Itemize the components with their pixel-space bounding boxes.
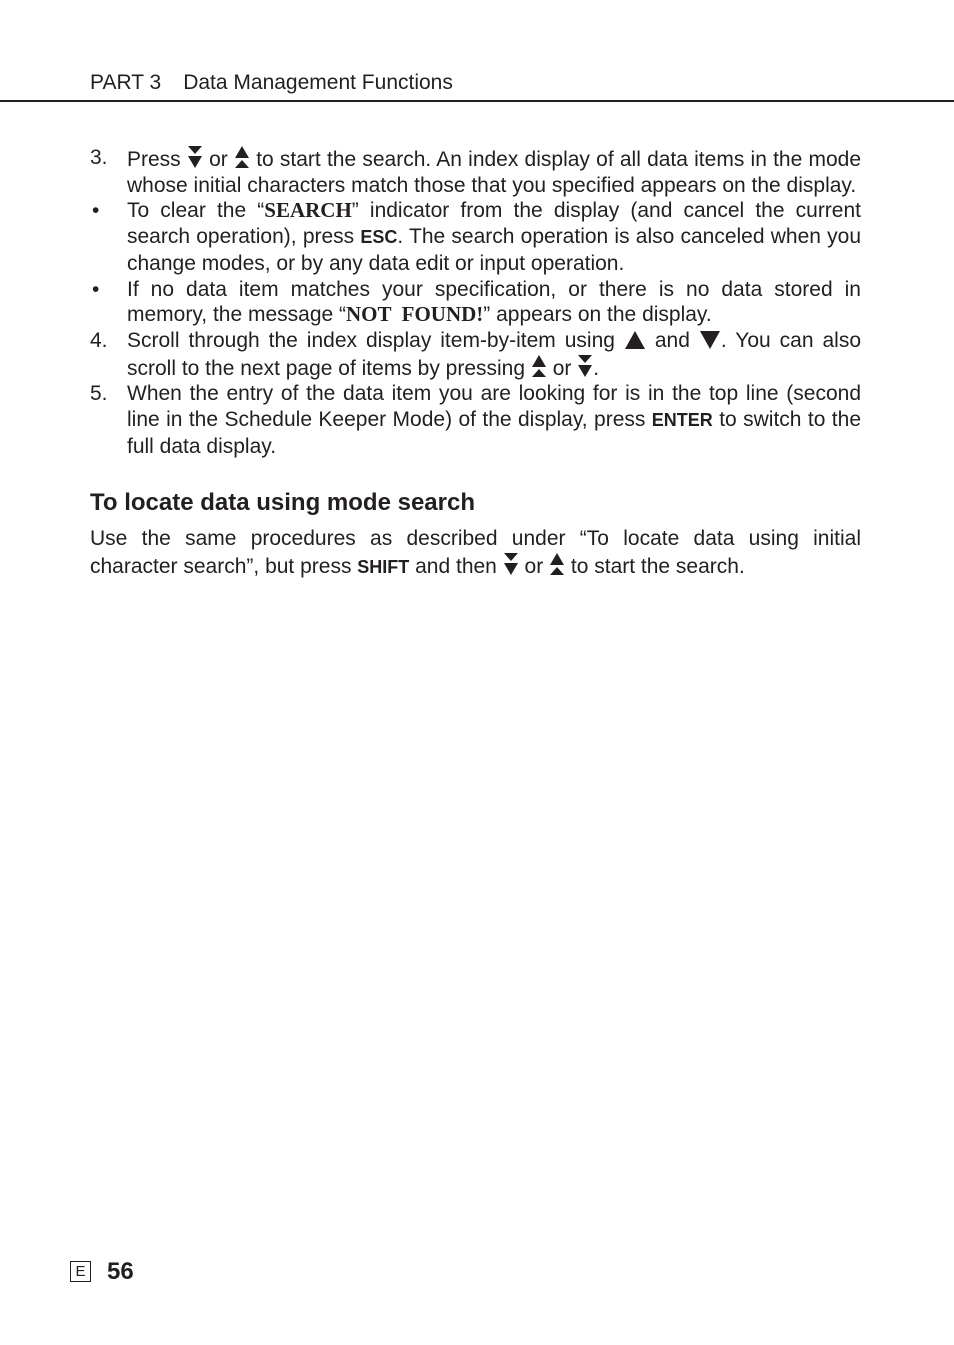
- not-found-message: NOT FOUND!: [346, 302, 484, 327]
- header-rule: [0, 100, 954, 102]
- section-heading: To locate data using mode search: [90, 489, 475, 517]
- page-content: [90, 145, 861, 581]
- text: ” indicator from the display (and cancel the current search operation), press: [127, 199, 861, 249]
- text: ” appears on the display.: [483, 303, 712, 327]
- search-indicator: SEARCH: [264, 198, 352, 223]
- down-triangle-icon: [699, 330, 721, 350]
- bullet: •: [92, 277, 100, 301]
- running-header: [90, 70, 453, 96]
- text: or: [518, 555, 550, 579]
- text: and then: [409, 555, 503, 579]
- page-footer: [70, 1258, 134, 1285]
- text: .: [593, 356, 600, 380]
- header-title: Data Management Functions: [183, 71, 453, 94]
- step-4: [90, 328, 861, 381]
- text: to start the search. An index display of all data items in the mode whose initial characters match those that you specified appears on the display.: [127, 148, 862, 197]
- bullet-not-found: [90, 277, 861, 328]
- header-part: PART 3: [90, 71, 162, 94]
- double-up-arrow-icon: [234, 145, 250, 169]
- double-up-arrow-icon: [531, 354, 547, 378]
- page-number: 56: [107, 1257, 134, 1285]
- bullet-clear-search: [90, 198, 861, 276]
- double-down-arrow-icon: [577, 354, 593, 378]
- double-up-arrow-icon: [549, 552, 565, 576]
- step-number: 3.: [90, 146, 108, 169]
- text: to switch to the full data display.: [127, 408, 861, 458]
- esc-key: ESC: [360, 227, 398, 248]
- step-3: [90, 145, 861, 198]
- text: or: [546, 356, 578, 380]
- text: To clear the “: [127, 199, 265, 223]
- up-triangle-icon: [624, 330, 646, 350]
- text: and: [645, 328, 699, 352]
- bullet: •: [92, 199, 100, 223]
- step-number: 5.: [90, 382, 108, 406]
- text: or: [202, 148, 234, 171]
- text: If no data item matches your specification, or there is no data stored in memory, the message “: [127, 277, 861, 327]
- text: to start the search.: [565, 555, 745, 579]
- section-paragraph: [90, 526, 861, 580]
- text: Use the same procedures as described under “To locate data using initial character search”, but press: [90, 527, 861, 579]
- double-down-arrow-icon: [187, 145, 203, 169]
- language-badge: E: [70, 1261, 91, 1282]
- step-5: [90, 381, 861, 459]
- text: . You can also scroll to the next page of items by pressing: [127, 328, 861, 380]
- shift-key: SHIFT: [357, 557, 410, 578]
- text: Press: [127, 148, 187, 171]
- text: . The search operation is also canceled when you change modes, or by any data edit or input operation.: [127, 225, 861, 275]
- step-number: 4.: [90, 328, 108, 352]
- enter-key: ENTER: [651, 410, 713, 431]
- text: When the entry of the data item you are looking for is in the top line (second line in the Schedule Keeper Mode) of the display, press: [127, 382, 861, 432]
- double-down-arrow-icon: [503, 552, 519, 576]
- text: Scroll through the index display item-by-item using: [127, 328, 624, 352]
